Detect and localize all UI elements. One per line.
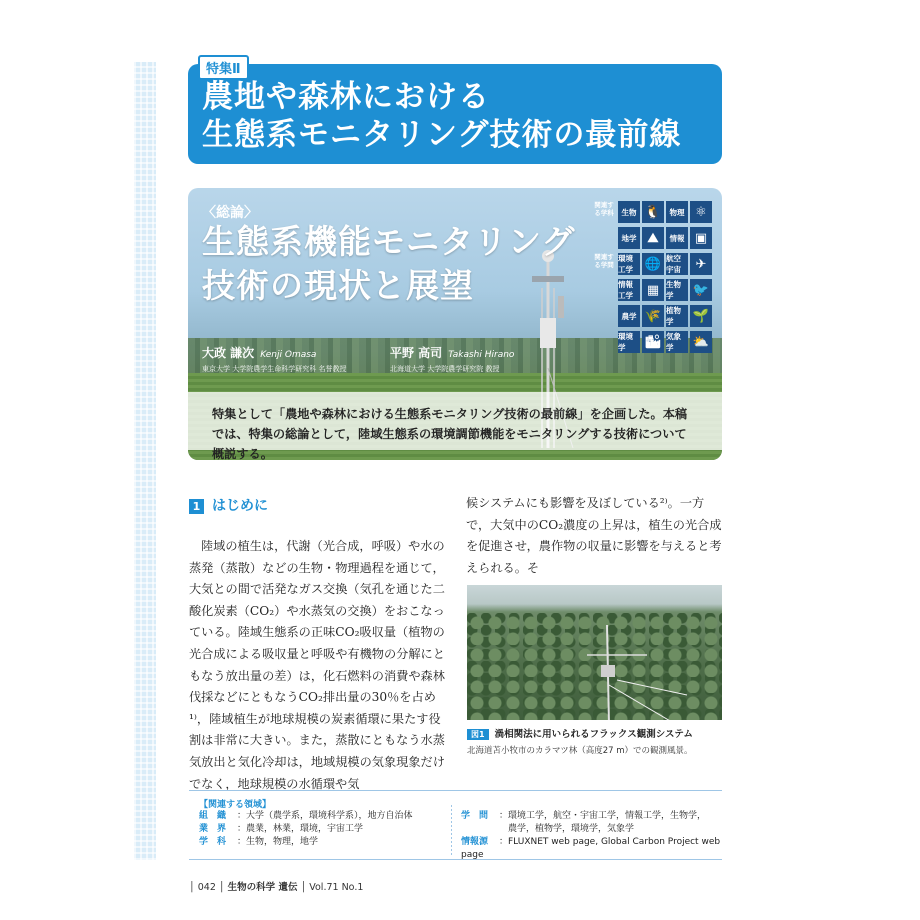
discipline-environment: 環境学: [618, 331, 640, 353]
city-icon: 🏙: [642, 331, 664, 353]
side-stripe: [134, 62, 156, 860]
grid-row-subjects-2: [592, 226, 716, 250]
related-right-row-2: 農学，植物学，環境学，気象学: [499, 824, 635, 834]
section-title: はじめに: [212, 498, 268, 514]
subject-earth-science: 地学: [618, 227, 640, 249]
related-divider: [451, 805, 452, 855]
feature-header-banner: [188, 64, 722, 164]
page-number: 042: [197, 882, 216, 893]
grid-row-disciplines-1: [592, 252, 716, 276]
figure-subcaption: 北海道苫小牧市のカラマツ林（高度27 m）での観測風景。: [467, 746, 693, 756]
body-text-right: 候システムにも影響を及ぼしている²⁾。一方で，大気中のCO₂濃度の上昇は，植生の光合成を促進させ，農作物の収量に影響を与えると考えられる。そ: [466, 496, 722, 575]
grid-row-disciplines-2: [592, 278, 716, 302]
abstract: 特集として「農地や森林における生態系モニタリング技術の最前線」を企画した。本稿では、特集の総論として，陸域生態系の環境調節機能をモニタリングする技術について概説する。: [188, 392, 722, 450]
plant-icon: 🌱: [690, 305, 712, 327]
mountain-icon: ⛰: [642, 227, 664, 249]
author-2-romaji: Takashi Hirano: [448, 350, 515, 360]
article-type-label: 〈総論〉: [202, 205, 258, 221]
author-1-affiliation: 東京大学 大学院農学生命科学研究科 名誉教授: [202, 365, 347, 373]
subject-physics: 物理: [666, 201, 688, 223]
author-2-name: 平野 高司: [390, 346, 443, 360]
grid-row-disciplines-3: [592, 304, 716, 328]
section-number: 1: [189, 499, 204, 514]
plane-icon: ✈: [690, 253, 712, 275]
author-2-affiliation: 北海道大学 大学院農学研究院 教授: [390, 365, 500, 373]
related-subjects-grid: [592, 200, 716, 356]
page-footer: │ 042 │ 生物の科学 遺伝 │ Vol.71 No.1: [189, 882, 364, 893]
body-text-left: 陸域の植生は，代謝（光合成，呼吸）や水の蒸発（蒸散）などの生物・物理過程を通じて，大気との間で活発なガス交換（気孔を通じた二酸化炭素（CO₂）や水蒸気の交換）をおこなっている。陸域生態系の正味CO₂吸収量（植物の光合成による吸収量と呼吸や有機物の分解にともなう放出量の差）は，化石燃料の消費や森林伐採などにともなうCO₂排出量の30％を占め¹⁾，陸域植生が地球規模の炭素循環に果たす役割は非常に大きい。また，蒸散にともなう水蒸気放出と気化冷却は，地域規模の気象現象だけでなく，地球規模の水循環や気: [189, 539, 445, 791]
flux-tower-photo: [577, 625, 697, 720]
article-title: [202, 220, 575, 308]
feature-title-line2: 生態系モニタリング技術の最前線: [202, 117, 682, 153]
crop-icon: 🌾: [642, 305, 664, 327]
figure-caption-text: 渦相関法に用いられるフラックス観測システム: [494, 729, 693, 740]
feature-tag: 特集Ⅱ: [198, 55, 249, 80]
section-heading: [189, 495, 268, 515]
grid-disciplines-label: 関連する学問: [594, 253, 614, 269]
globe-icon: 🌐: [642, 253, 664, 275]
related-left-row-3: 学 科 ：生物，物理，地学: [199, 837, 319, 847]
journal-volume: Vol.71 No.1: [309, 882, 364, 893]
journal-name: 生物の科学 遺伝: [227, 882, 298, 893]
related-left-row-2: 業 界 ：農業，林業，環境，宇宙工学: [199, 824, 364, 834]
discipline-biology: 生物学: [666, 279, 688, 301]
figure-photo: [467, 585, 722, 720]
penguin-icon: 🐧: [642, 201, 664, 223]
related-fields-box: [189, 790, 722, 860]
author-1-name: 大政 謙次: [202, 346, 255, 360]
chip-icon: ▦: [642, 279, 664, 301]
related-left-row-1: 組 織 ：大学（農学系，環境科学系），地方自治体: [199, 811, 413, 821]
weather-icon: ⛅: [690, 331, 712, 353]
discipline-aerospace: 航空宇宙: [666, 253, 688, 275]
figure-number: 図1: [467, 729, 489, 740]
subject-biology: 生物: [618, 201, 640, 223]
discipline-botany: 植物学: [666, 305, 688, 327]
discipline-env-eng: 環境工学: [618, 253, 640, 275]
article-hero: [188, 188, 722, 460]
article-title-line2: 技術の現状と展望: [202, 266, 474, 305]
discipline-info-eng: 情報工学: [618, 279, 640, 301]
author-2: [390, 344, 514, 361]
atom-icon: ⚛: [690, 201, 712, 223]
grid-row-subjects-1: [592, 200, 716, 224]
figure-caption: [467, 726, 693, 740]
feature-title-line1: 農地や森林における: [202, 79, 490, 115]
grid-subjects-label: 関連する学科: [594, 201, 614, 217]
author-1-romaji: Kenji Omasa: [260, 350, 317, 360]
author-1: [202, 344, 316, 361]
article-title-line1: 生態系機能モニタリング: [202, 222, 576, 261]
subject-information: 情報: [666, 227, 688, 249]
bird-icon: 🐦: [690, 279, 712, 301]
computer-icon: ▣: [690, 227, 712, 249]
related-right-row-3: 情報源 ：FLUXNET web page, Global Carbon Project web page: [461, 837, 721, 860]
related-right-row-1: 学 問 ：環境工学，航空・宇宙工学，情報工学，生物学，: [461, 811, 707, 821]
discipline-agriculture: 農学: [618, 305, 640, 327]
discipline-meteorology: 気象学: [666, 331, 688, 353]
related-fields-title: 【関連する領域】: [199, 800, 272, 810]
grid-row-disciplines-4: [592, 330, 716, 354]
feature-title: [202, 78, 681, 154]
